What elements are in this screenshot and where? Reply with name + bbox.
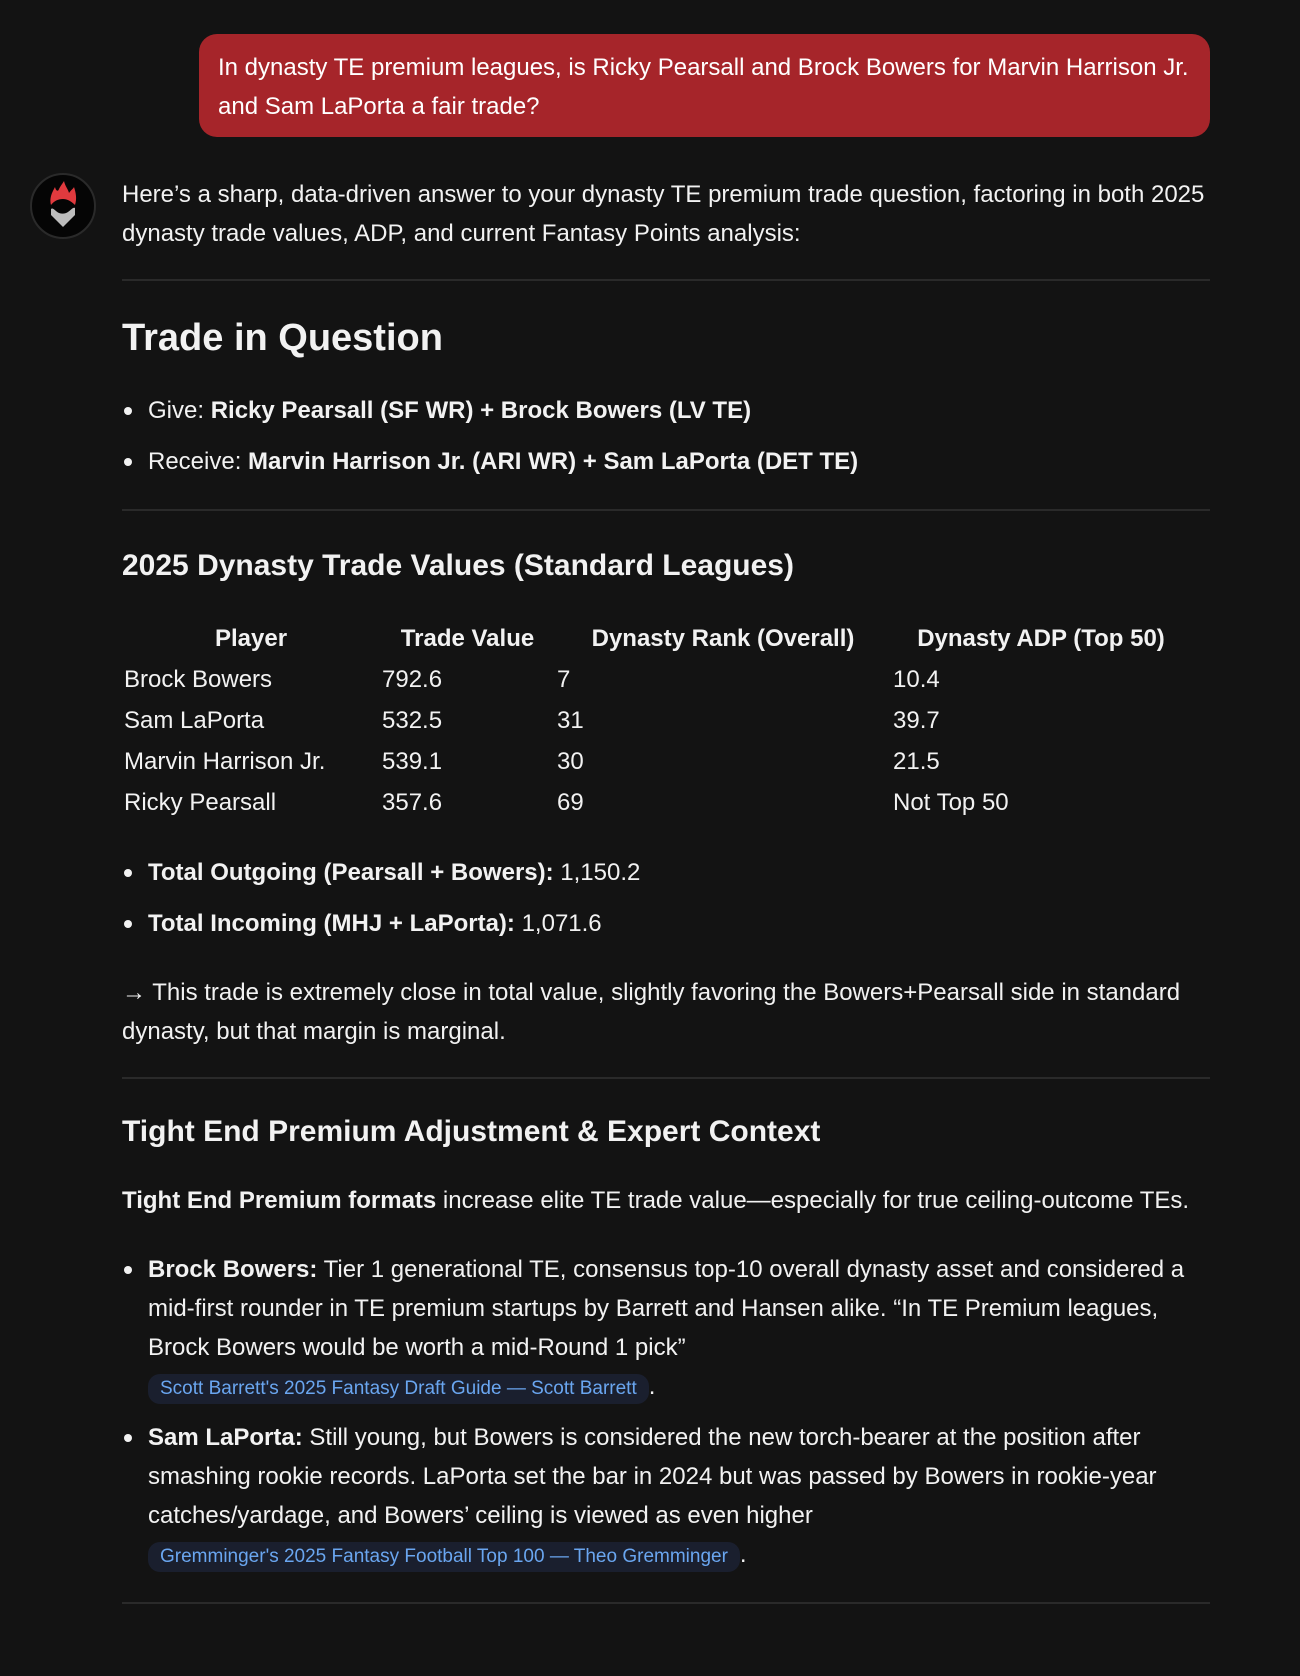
cell-rank: 7	[557, 666, 571, 693]
trade-receive-item	[122, 442, 1210, 481]
total-incoming-label: Total Incoming (MHJ + LaPorta):	[148, 910, 515, 937]
cell-player: Marvin Harrison Jr.	[124, 748, 326, 775]
receive-value: Marvin Harrison Jr. (ARI WR) + Sam LaPorta (DET TE)	[248, 448, 859, 475]
cell-adp: 39.7	[893, 707, 940, 734]
col-header-dynasty-rank: Dynasty Rank (Overall)	[591, 625, 855, 652]
expert-item-laporta	[122, 1418, 1210, 1574]
give-value: Ricky Pearsall (SF WR) + Brock Bowers (LV TE)	[210, 397, 752, 424]
cell-player: Ricky Pearsall	[124, 789, 277, 816]
cell-rank: 31	[557, 707, 584, 734]
total-outgoing-label: Total Outgoing (Pearsall + Bowers):	[148, 859, 554, 886]
totals-list	[122, 853, 1210, 943]
te-premium-intro-text: increase elite TE trade value—especially for true ceiling-outcome TEs.	[436, 1187, 1190, 1214]
expert-item-text: Tier 1 generational TE, consensus top-10 overall dynasty asset and considered a mid-first rounder in TE premium startups by Barrett and Hansen alike. “In TE Premium leagues, Brock Bowers would be worth a mid-Round 1 pick”	[148, 1256, 1185, 1361]
col-header-player: Player	[214, 625, 288, 652]
user-message-bubble	[199, 34, 1210, 137]
divider	[122, 1602, 1210, 1604]
cell-player: Sam LaPorta	[124, 707, 265, 734]
expert-item-bowers	[122, 1250, 1210, 1406]
user-message-text: In dynasty TE premium leagues, is Ricky Pearsall and Brock Bowers for Marvin Harrison Jr. and Sam LaPorta a fair trade?	[218, 54, 1189, 120]
table-row	[122, 700, 1191, 741]
cell-player: Brock Bowers	[124, 666, 273, 693]
cell-trade-value: 792.6	[382, 666, 443, 693]
values-conclusion: → This trade is extremely close in total value, slightly favoring the Bowers+Pearsall side in standard dynasty, but that margin is marginal.	[122, 979, 1181, 1045]
total-outgoing-item	[122, 853, 1210, 892]
te-premium-intro	[122, 1181, 1210, 1220]
trade-give-item	[122, 391, 1210, 430]
total-incoming-item	[122, 904, 1210, 943]
cell-trade-value: 532.5	[382, 707, 443, 734]
expert-item-label: Sam LaPorta:	[148, 1424, 303, 1451]
section-title-values: 2025 Dynasty Trade Values (Standard Leagues)	[122, 549, 794, 582]
receive-label: Receive:	[148, 448, 249, 475]
citation-trail: .	[739, 1541, 747, 1568]
table-row	[122, 741, 1191, 782]
assistant-answer	[122, 175, 1210, 1604]
cell-rank: 30	[557, 748, 584, 775]
give-label: Give:	[148, 397, 211, 424]
table-header-row	[122, 619, 1191, 659]
te-premium-intro-bold: Tight End Premium formats	[122, 1187, 437, 1214]
cell-trade-value: 357.6	[382, 789, 443, 816]
col-header-trade-value: Trade Value	[400, 625, 535, 652]
col-header-dynasty-adp: Dynasty ADP (Top 50)	[917, 625, 1165, 652]
citation-trail: .	[648, 1373, 656, 1400]
cell-adp: 21.5	[893, 748, 940, 775]
assistant-avatar	[30, 173, 96, 239]
cell-rank: 69	[557, 789, 584, 816]
expert-item-text: Still young, but Bowers is considered the new torch-bearer at the position after smashing rookie records. LaPorta set the bar in 2024 but was passed by Bowers in rookie-year catches/yardage, and Bowers’ ceiling is viewed as even higher	[148, 1424, 1157, 1529]
citation-link[interactable]: Gremminger's 2025 Fantasy Football Top 100 — Theo Gremminger	[148, 1542, 740, 1572]
answer-intro: Here’s a sharp, data-driven answer to your dynasty TE premium trade question, factoring in both 2025 dynasty trade values, ADP, and current Fantasy Points analysis:	[122, 181, 1205, 247]
flame-logo-icon	[43, 181, 83, 231]
expert-context-list	[122, 1250, 1210, 1574]
citation-link[interactable]: Scott Barrett's 2025 Fantasy Draft Guide — Scott Barrett	[148, 1374, 649, 1404]
total-incoming-value: 1,071.6	[514, 910, 602, 937]
trade-values-table	[122, 619, 1191, 823]
trade-list	[122, 391, 1210, 481]
cell-adp: Not Top 50	[893, 789, 1009, 816]
section-title-trade: Trade in Question	[122, 317, 443, 359]
cell-trade-value: 539.1	[382, 748, 443, 775]
cell-adp: 10.4	[893, 666, 940, 693]
table-row	[122, 782, 1191, 823]
table-row	[122, 659, 1191, 700]
expert-item-label: Brock Bowers:	[148, 1256, 318, 1283]
total-outgoing-value: 1,150.2	[553, 859, 641, 886]
section-title-te-premium: Tight End Premium Adjustment & Expert Context	[122, 1115, 821, 1148]
